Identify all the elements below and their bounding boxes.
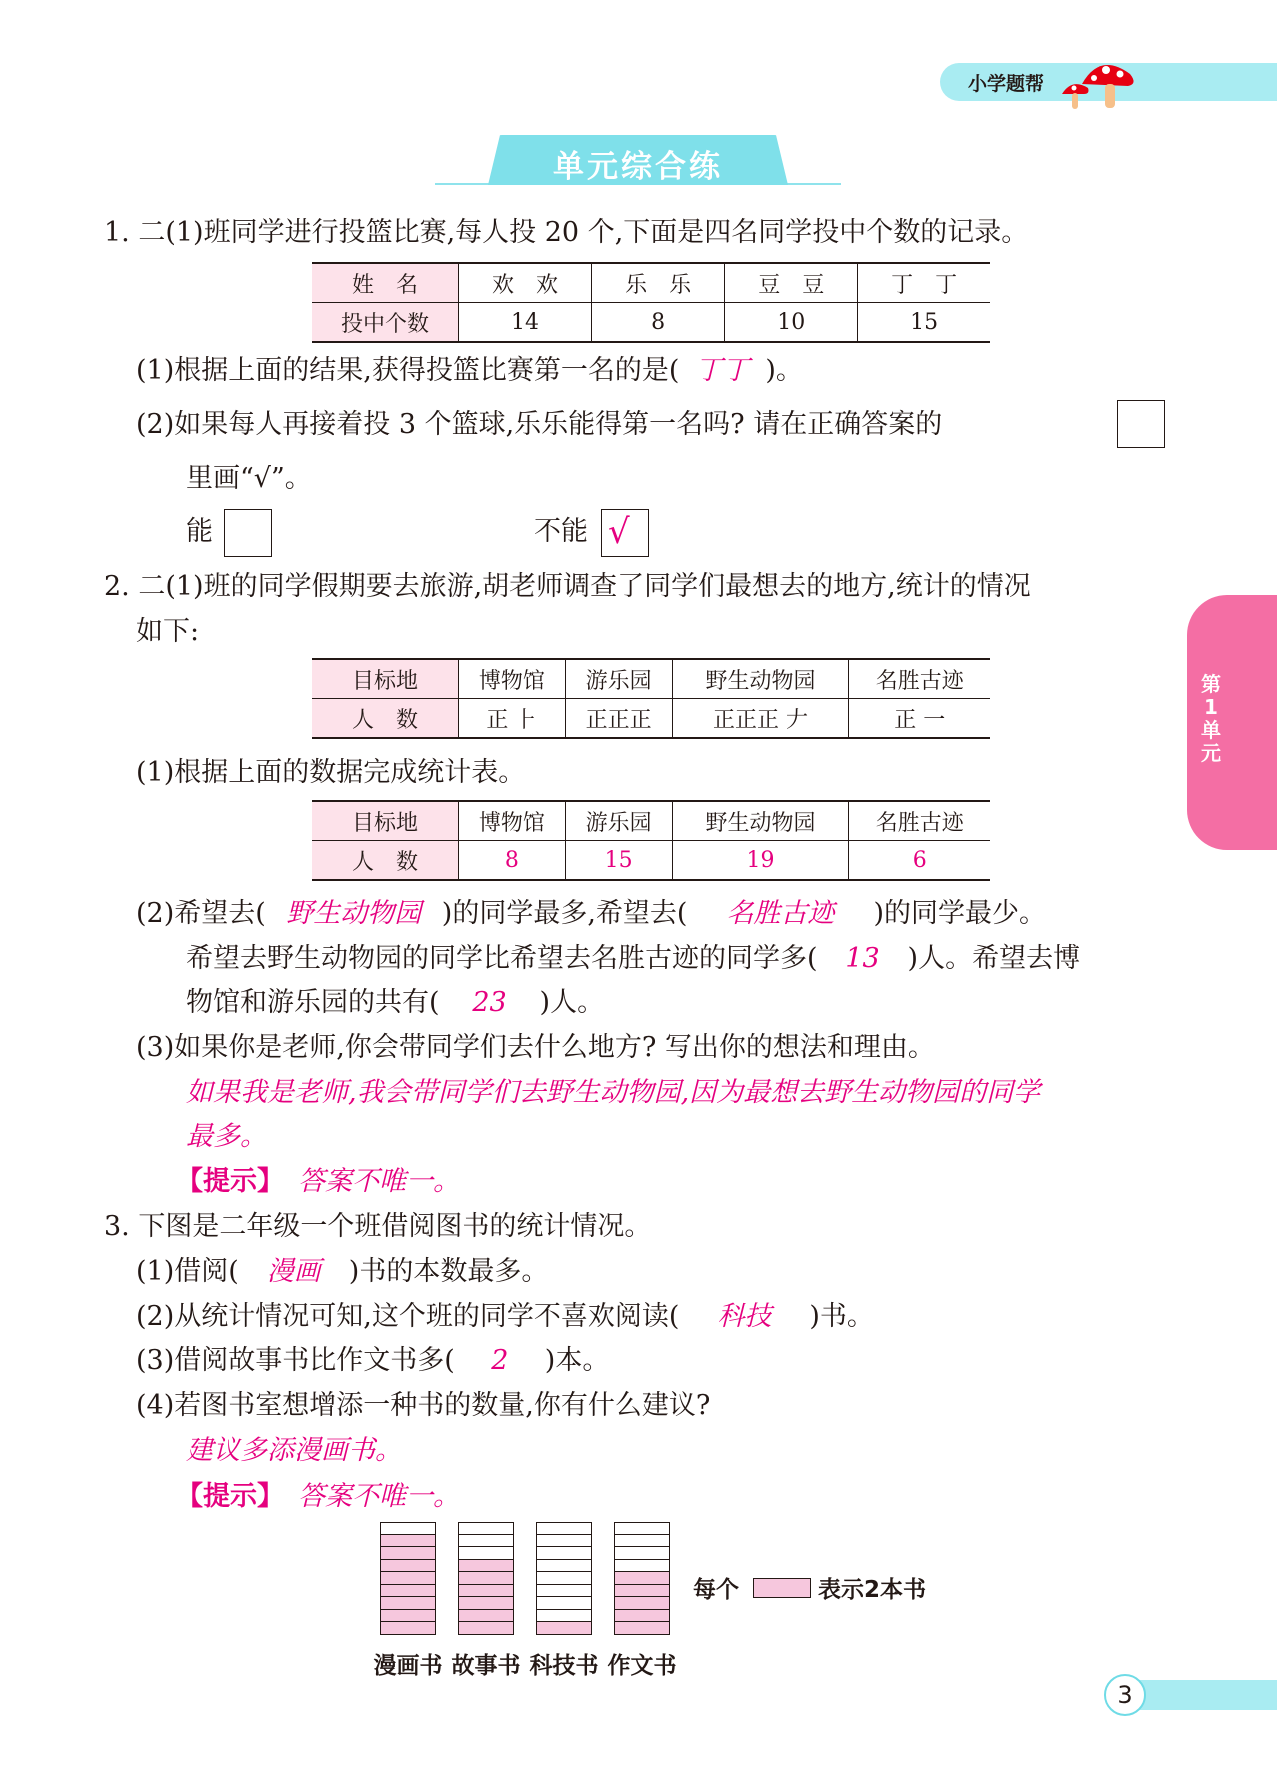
book-chart [373, 1522, 700, 1679]
q1-name: 丁 丁 [858, 263, 990, 303]
chart-category-label: 作文书 [607, 1652, 677, 1679]
section-title: 单元综合练 [553, 149, 723, 185]
q3-part1 [136, 1255, 548, 1289]
q3-p1-text: )书的本数最多。 [348, 1256, 549, 1287]
legend-swatch [753, 1578, 811, 1598]
chart-square [380, 1585, 436, 1598]
q1-row-label: 投中个数 [312, 303, 459, 343]
q2-tally: 正 ⼀ [849, 699, 990, 739]
chart-category-label: 漫画书 [373, 1652, 443, 1679]
q3-p2-text: )书。 [809, 1301, 874, 1332]
q2-part3-answer-line1: 如果我是老师,我会带同学们去野生动物园,因为最想去野生动物园的同学 [186, 1077, 1041, 1108]
q2-part1: (1)根据上面的数据完成统计表。 [136, 757, 526, 788]
chart-square [458, 1535, 514, 1548]
q2-p2-text: 希望去野生动物园的同学比希望去名胜古迹的同学多( [186, 943, 818, 974]
q2-part3: (3)如果你是老师,你会带同学们去什么地方? 写出你的想法和理由。 [136, 1032, 935, 1063]
q3-p3-text: (3)借阅故事书比作文书多( [136, 1345, 455, 1376]
chart-square [380, 1622, 436, 1635]
chart-square [614, 1597, 670, 1610]
chart-square [536, 1585, 592, 1598]
chart-square [536, 1572, 592, 1585]
q3-p3-answer: 2 [491, 1345, 509, 1376]
chart-square [458, 1610, 514, 1623]
q1-name: 豆 豆 [725, 263, 858, 303]
legend-suffix: 表示2本书 [818, 1577, 927, 1603]
q1-part2-line2: 里画“√”。 [186, 463, 312, 494]
chart-square [536, 1560, 592, 1573]
q2-hint-text: 答案不唯一。 [298, 1166, 460, 1197]
chart-square [380, 1560, 436, 1573]
q3-p3-text: )本。 [544, 1345, 610, 1376]
q2-p2-answer3: 13 [845, 943, 880, 974]
q1-value: 10 [725, 303, 858, 343]
q2-tally-table [312, 658, 990, 739]
q2-part3-answer-line2: 最多。 [186, 1121, 267, 1152]
q2-stem-line1: 2. 二(1)班的同学假期要去旅游,胡老师调查了同学们最想去的地方,统计的情况 [104, 571, 1031, 602]
chart-square [614, 1560, 670, 1573]
q1-table [312, 262, 990, 343]
q2-p2-text: )人。希望去博 [907, 943, 1081, 974]
q3-part3 [136, 1344, 609, 1378]
q3-p2-text: (2)从统计情况可知,这个班的同学不喜欢阅读( [136, 1301, 680, 1332]
q2-tally: 正正正 [565, 699, 672, 739]
q2-count: 6 [849, 841, 990, 881]
chart-square [614, 1522, 670, 1535]
unit-side-label: 第1单元 [1201, 672, 1221, 765]
chart-square [458, 1522, 514, 1535]
q2-t1-place: 游乐园 [565, 659, 672, 699]
q2-t2-place: 野生动物园 [672, 801, 849, 841]
mushroom-icon [1060, 44, 1150, 114]
page-number: 3 [1104, 1674, 1146, 1716]
chart-square [614, 1585, 670, 1598]
chart-square [536, 1622, 592, 1635]
q2-hint-label: 【提示】 [176, 1166, 284, 1197]
chart-square [458, 1622, 514, 1635]
check-mark: √ [608, 512, 630, 552]
q1-p1-text: (1)根据上面的结果,获得投篮比赛第一名的是( [136, 355, 680, 386]
q1-part1 [136, 354, 803, 388]
chart-square [458, 1560, 514, 1573]
q2-hint [176, 1165, 460, 1199]
q1-value: 14 [459, 303, 592, 343]
q2-count: 8 [459, 841, 566, 881]
brand-label: 小学题帮 [968, 73, 1045, 95]
option-yes-label: 能 [186, 516, 213, 547]
option-no-label: 不能 [534, 516, 588, 547]
chart-category-label: 科技书 [529, 1652, 599, 1679]
option-yes-box[interactable] [224, 509, 272, 557]
q2-count-table [312, 800, 990, 881]
q2-part2-line1 [136, 897, 1046, 931]
q1-p1-text-end: )。 [765, 355, 803, 386]
q2-part2-line3 [186, 986, 604, 1020]
chart-square [380, 1522, 436, 1535]
q3-p1-text: (1)借阅( [136, 1256, 239, 1287]
chart-square [614, 1610, 670, 1623]
chart-square [380, 1597, 436, 1610]
chart-square [458, 1572, 514, 1585]
option-no-box[interactable] [601, 509, 649, 557]
q2-p2-text: (2)希望去( [136, 898, 266, 929]
q2-t1-row-label: 人 数 [312, 699, 459, 739]
q2-t2-place: 名胜古迹 [849, 801, 990, 841]
chart-square [380, 1547, 436, 1560]
chart-square [458, 1597, 514, 1610]
chart-square [614, 1535, 670, 1548]
q1-p1-answer: 丁丁 [695, 355, 750, 386]
q3-part4-answer: 建议多添漫画书。 [186, 1435, 402, 1466]
chart-square [614, 1547, 670, 1560]
q2-t1-place: 名胜古迹 [849, 659, 990, 699]
q1-stem: 1. 二(1)班同学进行投篮比赛,每人投 20 个,下面是四名同学投中个数的记录。 [104, 217, 1029, 248]
q3-part4: (4)若图书室想增添一种书的数量,你有什么建议? [136, 1390, 711, 1421]
q2-p2-text: )的同学最多,希望去( [441, 898, 688, 929]
chart-square [458, 1547, 514, 1560]
q2-stem-line2: 如下: [136, 616, 200, 647]
q2-p2-answer1: 野生动物园 [286, 898, 422, 929]
q2-t1-header-label: 目标地 [312, 659, 459, 699]
q1-name: 乐 乐 [592, 263, 725, 303]
q1-value: 8 [592, 303, 725, 343]
q2-p2-text: )人。 [539, 987, 605, 1018]
q3-hint-label: 【提示】 [176, 1481, 284, 1512]
q2-p2-answer2: 名胜古迹 [726, 898, 835, 929]
q3-hint [176, 1480, 460, 1514]
legend-prefix: 每个 [693, 1577, 739, 1603]
q2-p2-answer4: 23 [472, 987, 507, 1018]
q2-p2-text: )的同学最少。 [873, 898, 1046, 929]
q2-t2-header-label: 目标地 [312, 801, 459, 841]
q1-part2-line1: (2)如果每人再接着投 3 个篮球,乐乐能得第一名吗? 请在正确答案的 [136, 409, 943, 440]
chart-category-label: 故事书 [451, 1652, 521, 1679]
q2-count: 15 [565, 841, 672, 881]
q1-header-label: 姓 名 [312, 263, 459, 303]
q1-name: 欢 欢 [459, 263, 592, 303]
chart-square [536, 1535, 592, 1548]
chart-square [458, 1585, 514, 1598]
q2-t1-place: 博物馆 [459, 659, 566, 699]
chart-square [614, 1622, 670, 1635]
q2-p2-text: 物馆和游乐园的共有( [186, 987, 440, 1018]
q3-p2-answer: 科技 [717, 1301, 772, 1332]
chart-square [536, 1610, 592, 1623]
q2-t2-place: 博物馆 [459, 801, 566, 841]
q2-part2-line2 [186, 942, 1080, 976]
q2-tally: 正正正 𠂇 [672, 699, 849, 739]
q3-stem: 3. 下图是二年级一个班借阅图书的统计情况。 [104, 1211, 652, 1242]
q2-tally: 正 ⺊ [459, 699, 566, 739]
chart-square [380, 1610, 436, 1623]
q2-t2-row-label: 人 数 [312, 841, 459, 881]
q1-value: 15 [858, 303, 990, 343]
answer-box-sample [1117, 400, 1165, 448]
q3-hint-text: 答案不唯一。 [298, 1481, 460, 1512]
q3-p1-answer: 漫画 [266, 1256, 321, 1287]
q2-count: 19 [672, 841, 849, 881]
q3-part2 [136, 1300, 874, 1334]
q2-t1-place: 野生动物园 [672, 659, 849, 699]
chart-square [536, 1522, 592, 1535]
chart-square [614, 1572, 670, 1585]
chart-square [536, 1597, 592, 1610]
q2-t2-place: 游乐园 [565, 801, 672, 841]
chart-square [380, 1535, 436, 1548]
chart-square [536, 1547, 592, 1560]
chart-square [380, 1572, 436, 1585]
